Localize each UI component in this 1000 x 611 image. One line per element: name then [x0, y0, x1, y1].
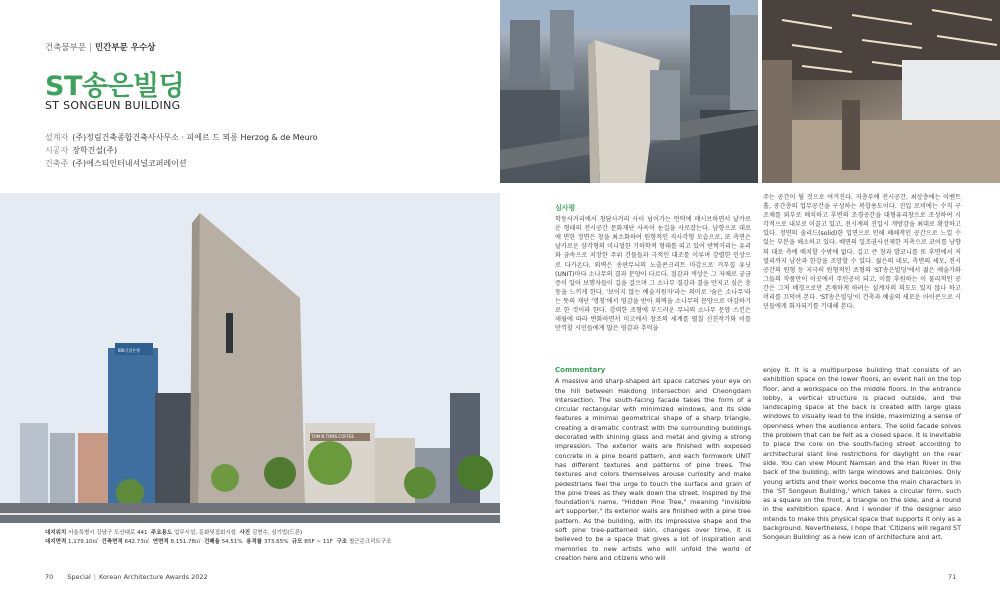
sign-coffee: TOM N TOMS COFFEE [311, 434, 355, 439]
aerial-photo [500, 0, 758, 183]
credit-row-builder: 시공자 장학건설(주) [45, 146, 118, 155]
page-number-left: 70 [45, 573, 54, 581]
commentary-english-right-column [763, 366, 961, 543]
credits [45, 131, 318, 170]
caption-line-1: 대지위치 서울특별시 강남구 도산대로 441 주요용도 업무시설, 문화및집회시설 사진 김현수, 심기법(드론) [45, 530, 303, 536]
aerial-photo-illustration [500, 0, 758, 183]
footer-separator: | [93, 573, 96, 581]
commentary-english-left-column [555, 366, 751, 563]
category-line [45, 41, 155, 53]
review-heading: 심사평 [555, 204, 576, 212]
title-english: ST SONGEUN BUILDING [45, 99, 181, 112]
footer-publication: Korean Architecture Awards 2022 [98, 573, 208, 581]
review-korean-right-column [763, 193, 961, 311]
commentary-english-text-left: A massive and sharp-shaped art space catches your eye on the hill between Hakdong Intersection and Cheongdam Intersection. The south-facing facade takes the form of a circular rectangular with minimized windows, and its side features a minimal geometrical shape of a sharp triangle, creating a dramatic contrast with the surrounding buildings decorated with shining glass and metal and giving a strong impression. The exterior walls are finished with exposed concrete in a pine board pattern, and each formwork UNIT has different textures and patterns of pine trees. The textures and colors themselves arouse curiosity and make pedestrians feel the urge to touch the surface and grain of the pine trees as they walk down the street. Inspired by the foundation's name, "Hidden Pine Tree," meaning "invisible art supporter," its exterior walls are finished with a pine tree pattern. As the building, with its impressive shape and the soft pine tree-patterned skin, changes over time, it is believed to be a space that gives a lot of inspiration and memories to new artists who will unfold the world of creation here and citizens who will [555, 377, 751, 562]
interior-photo [762, 0, 1000, 183]
page-number-right: 71 [948, 573, 957, 581]
credit-row-architect: 설계자 (주)정림건축종합건축사사무소 · 피에르 드 뫼롱 Herzog & de Meuro [45, 133, 318, 142]
caption-line-2: 대지면적 1,179.10㎡ 건축면적 642.73㎡ 연면적 8,151.78㎡ 건폐율 54.51% 용적률 373.65% 규모 B5F ~ 11F 구조 철근콘크리트구조 [45, 539, 392, 545]
credit-row-client: 건축주 (주)에스티인터내셔널코퍼레이션 [45, 159, 187, 168]
main-photo-illustration [0, 193, 500, 523]
commentary-heading: Commentary [555, 366, 606, 374]
award-label: 민간부문 우수상 [94, 43, 156, 53]
sign-bank: IBK기업은행 [118, 348, 141, 353]
footer-section: Special [67, 573, 91, 581]
title-korean: ST송은빌딩 [45, 71, 185, 102]
review-korean-text-left: 학동사거리에서 청담사거리 사이 넘어가는 언덕에 매시브하면서 날카로운 형태의 전시공간 문화재단 사옥이 눈길을 사로잡는다. 남향으로 대로에 면한 정면은 창을 최소화하여 원형적인 직사각형 모습으로, 또 측면은 날카로운 삼각형의 미니멀한 기하학적 형태를 띠고 있어 반짝거리는 유리와 금속으로 치장한 주위 건물들과 극적인 대조를 이루며 강렬한 인상으로 다가온다. 외벽은 송판무늬의 노출콘크리트 마감으로 거푸집 유닛(UNIT)마다 소나무의 결과 문양이 다르다. 질감과 색상은 그 자체로 궁금증이 일어 보행자들이 길을 걸으며 그 소나무 질감과 결을 만지고 싶은 충동을 느끼게 한다. '보이지 않는 예술지원자'라는 의미로 '숨은 소나무'라는 뜻의 재단 '명칭'에서 영감을 받아 외벽을 소나무의 문양으로 마감하기로 한 것이라 한다. 강력한 조형에 부드러운 무늬의 소나무 문양 스킨은 세월에 따라 변화하면서 미고에서 창조의 세계를 펼칠 신진작가와 이를 만끽할 시민들에게 많은 영감과 추억을 [555, 216, 751, 333]
main-building-photo [0, 193, 500, 523]
footer-left [45, 573, 208, 581]
review-korean-left-column [555, 204, 751, 333]
category-separator: | [89, 43, 92, 53]
commentary-english-text-right: enjoy it. It is a multipurpose building that consists of an exhibition space on the lower floors, an event hall on the top floor, and a workspace on the middle floors. In the entrance lobby, a vertical structure is placed outside, and the landscaping space at the back is created with large glass windows to visually lead to the inside, maximizing a sense of openness when the audience enters. The solid facade solves the problem that can be felt as a closed space. It is inevitable to place the core on the south-facing street according to architectural slant line restrictions for daylight on the rear side. You can view Mount Namsan and the Han River in the back of the building, with large windows and balconies. Only young artists and their works become the main characters in the 'ST Songeun Building,' which takes a circular form, such as a square on the front, a triangle on the side, and a round in the exhibition space. And I wonder if the designer also intends to make this physical space that supports it only as a background. Nevertheless, I hope that 'Citizens will regard ST Songeun Building' as a new icon of architecture and art. [763, 366, 961, 542]
category-label: 건축물부문 [45, 43, 87, 53]
review-korean-text-right: 주는 공간이 될 것으로 여겨진다. 저층부에 전시공간, 최상층에는 이벤트홀, 중간층의 업무공간을 구성하는 복합용도이다. 진입 로비에는 수직 구조체를 외부로 배치하고 후면의 조경공간을 대형유리창으로 조성하여 시각적으로 내부로 이끌고 있고, 전시계의 진입시 개방감을 최대로 확장하고 있다. 정면의 솔리드(solid)한 입면으로 인해 폐쇄적인 공간으로 느낄 수 있는 부분을 해소하고 있다. 배면의 일조권사선제한 저촉으로 코어를 남향의 대로 측에 배치할 수밖에 없다. 길고 큰 창과 발코니를 또 후면에서 저 멀리까지 남산과 한강을 조망할 수 있다. 젊은의 네모, 측면의 세모, 전시공간의 원형 등 지극히 원형적인 조형의 'ST송은빌딩'에서 젊은 예술가와 그들의 작품만이 이곳에서 주인공이 되고, 이를 후원하는 이 물리적인 공간은 그저 배경으로만 존재하게 하려는 설계자의 의도도 있지 않나 하고 머리를 끄덕여 본다. 'ST송은빌딩'이 건축과 예술의 새로운 아이콘으로 시민들에게 회자되기를 기대해 본다. [763, 194, 961, 311]
project-data-caption [45, 529, 495, 547]
interior-photo-illustration [762, 0, 1000, 183]
